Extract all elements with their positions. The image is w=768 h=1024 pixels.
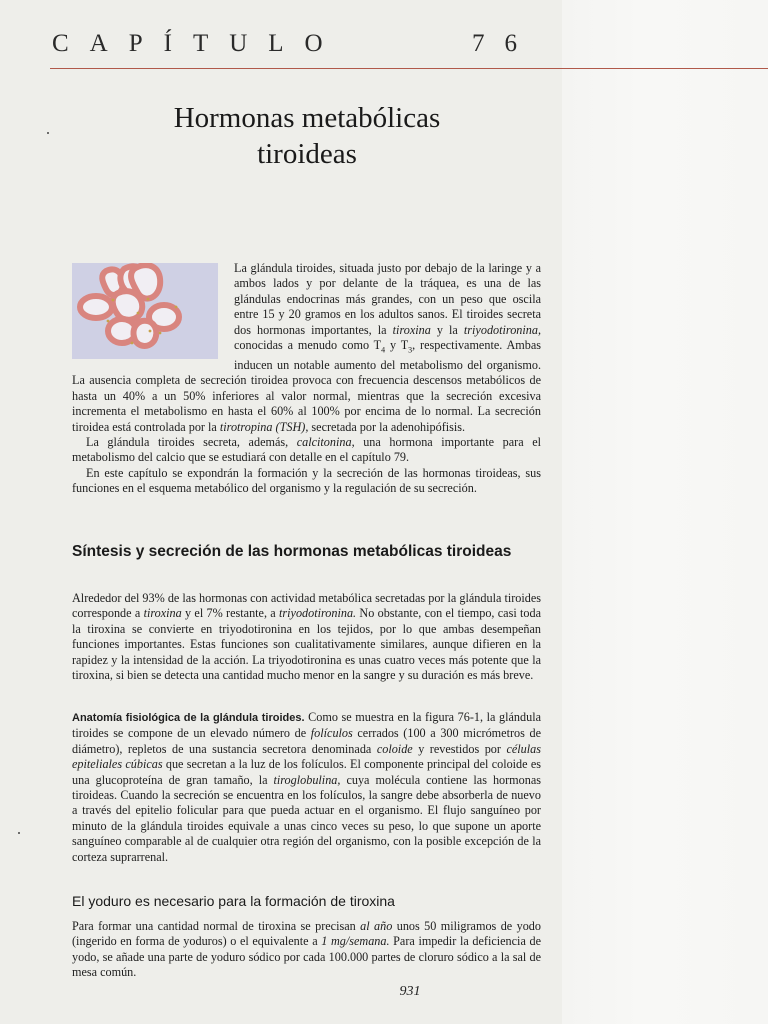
section2-paragraph-1: Para formar una cantidad normal de tiroxina se precisan al año unos 50 miligramos de yodo (ingerido en forma de yoduros) o el equivalente a 1 mg/semana. Para impedir la deficiencia de yodo, se añade una parte de yoduro sódico por cada 100.000 partes de cloruro sódico a la sal de mesa común. (72, 919, 541, 980)
facing-page-bleed (562, 0, 768, 1024)
chapter-number: 76 (472, 30, 537, 57)
chapter-title (120, 100, 494, 172)
chapter-header (52, 30, 572, 58)
section1-paragraph-1: Alrededor del 93% de las hormonas con actividad metabólica secretadas por la glándula tiroides corresponde a tiroxina y el 7% restante, a triyodotironina. No obstante, con el tiempo, casi toda la tiroxina se convierte en triyodotironina en los tejidos, por lo que ambas desempeñan funciones importantes. Estas funciones son cualitativamente similares, aunque difieren en la rapidez y la intensidad de la acción. La triyodotironina es unas cuatro veces más potente que la tiroxina, si bien se detecta una cantidad mucho menor en la sangre y su duración es más breve. (72, 591, 541, 683)
intro-paragraph-2: La glándula tiroides secreta, además, calcitonina, una hormona importante para el metabolismo del calcio que se estudiará con detalle en el capítulo 79. (72, 434, 541, 465)
header-rule (50, 68, 768, 69)
intro-paragraph-3: En este capítulo se expondrán la formación y la secreción de las hormonas tiroideas, sus funciones en el esquema metabólico del organismo y la regulación de su secreción. (72, 465, 541, 496)
page-number: 931 (399, 984, 421, 999)
figure-float-space (72, 261, 234, 369)
section-heading-yoduro: El yoduro es necesario para la formación de tiroxina (72, 893, 395, 909)
chapter-label: CAPÍTULO (52, 30, 344, 57)
intro-text (72, 261, 541, 497)
speck (47, 132, 49, 134)
chapter-title-line2: tiroideas (257, 138, 357, 170)
chapter-title-line1: Hormonas metabólicas (173, 102, 441, 134)
speck (18, 832, 20, 834)
section1-paragraph-anatomia: Anatomía fisiológica de la glándula tiroides. Como se muestra en la figura 76-1, la glándula tiroides se compone de un elevado número de folículos cerrados (100 a 300 micrómetros de diámetro), repletos de una sustancia secretora denominada coloide y revestidos por células epiteliales cúbicas que secretan a la luz de los folículos. El componente principal del coloide es una glucoproteína de gran tamaño, la tiroglobulina, cuya molécula contiene las hormonas tiroideas. Cuando la secreción se encuentra en los folículos, la sangre debe absorberla de nuevo a través del epitelio folicular para que pueda actuar en el organismo. El flujo sanguíneo por minuto de la glándula tiroides equivale a unas cinco veces su peso, lo que supone un aporte sanguíneo comparable al de cualquier otra región del organismo, con la posible excepción de la corteza suprarrenal. (72, 710, 542, 864)
intro-paragraph-1: La glándula tiroides, situada justo por debajo de la laringe y a ambos lados y por delante de la tráquea, es una de las glándulas endocrinas más grandes, con un peso que oscila entre 15 y 20 gramos en los adultos sanos. El tiroides secreta dos hormonas importantes, la tiroxina y la triyodotironina, conocidas a menudo como $T_4$ y $T_3$, respectivamente. Ambas inducen un notable aumento del metabolismo del organismo. La ausencia completa de secreción tiroidea provoca con frecuencia descensos metabólicos de hasta un 40% a un 50% inferiores al valor normal, mientras que la secreción excesiva incrementa el metabolismo en hasta el 60% al 100% por encima de lo normal. La secreción tiroidea está controlada por la tirotropina (TSH), secretada por la adenohipófisis. (72, 261, 541, 434)
runin-heading-anatomia: Anatomía fisiológica de la glándula tiroides. (72, 712, 305, 724)
section-heading-sintesis: Síntesis y secreción de las hormonas metabólicas tiroideas (72, 543, 512, 560)
